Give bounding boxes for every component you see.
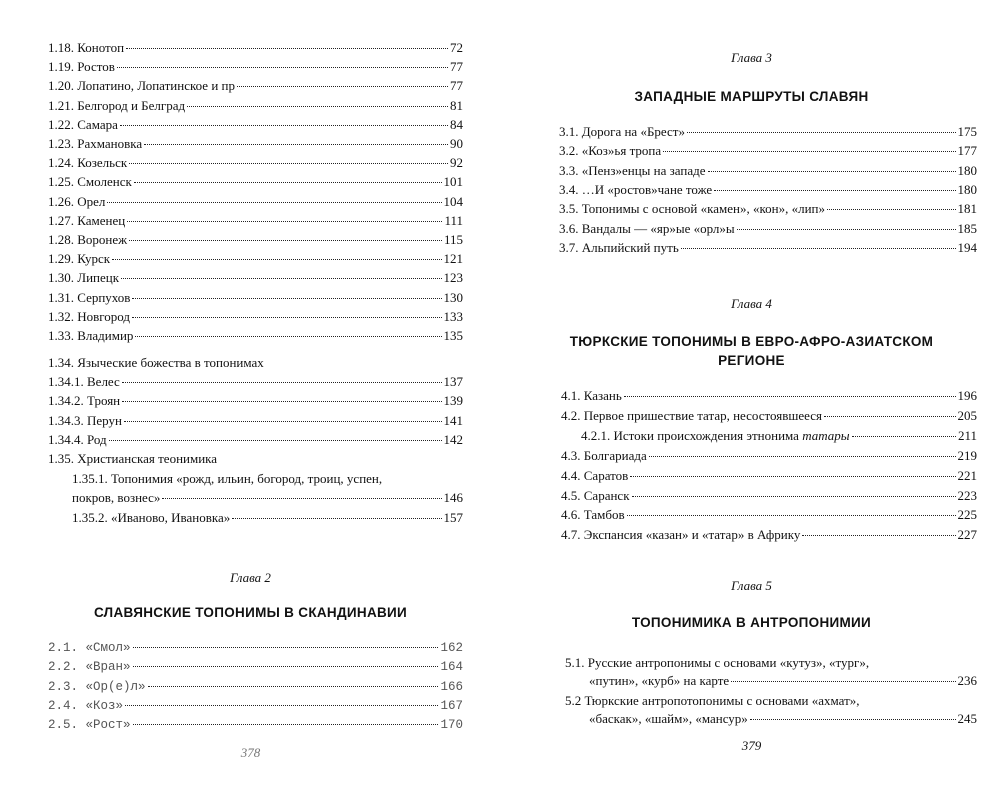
- toc-entry-number: 1.34.2.: [48, 393, 84, 409]
- toc-entry: [559, 221, 977, 237]
- toc-entry-text: Владимир: [77, 328, 134, 343]
- toc-entry-page: 223: [957, 487, 977, 503]
- dot-leader: [132, 298, 441, 299]
- dot-leader: [714, 190, 955, 191]
- dot-leader: [687, 132, 956, 133]
- toc-entry-number: 1.32.: [48, 308, 74, 324]
- toc-entry-title: [561, 507, 625, 523]
- toc-entry-text: Серпухов: [77, 289, 131, 305]
- toc-entry-title: «путин», «курб» на карте: [589, 673, 730, 688]
- dot-leader: [126, 48, 448, 49]
- toc-entry: [559, 143, 977, 159]
- toc-entry-title: [48, 117, 118, 133]
- toc-entry-text: «Коз»ья тропа: [581, 143, 662, 159]
- toc-entry-title: 1.35.2. «Иваново, Ивановка»: [72, 510, 231, 525]
- toc-entry-title: [561, 488, 630, 504]
- toc-entry-page: 157: [443, 510, 463, 525]
- toc-entry: [48, 290, 463, 306]
- dot-leader: [125, 705, 438, 706]
- toc-entry-number: 1.29.: [48, 251, 74, 267]
- toc-entry-5-2: [589, 711, 977, 727]
- toc-entry-number: 1.33.: [48, 328, 74, 343]
- dot-leader: [117, 67, 448, 68]
- toc-entry-page: 185: [957, 220, 977, 236]
- toc-entry-title: [48, 213, 125, 229]
- toc-entry: [48, 155, 463, 171]
- dot-leader: [107, 202, 441, 203]
- toc-entry-title: [561, 388, 622, 404]
- toc-entry-title: [559, 221, 735, 237]
- toc-entry-text: «Пенз»енцы на западе: [581, 162, 706, 178]
- toc-entry-title: [48, 328, 133, 344]
- dot-leader: [133, 647, 439, 648]
- toc-entry-text: Новгород: [77, 308, 131, 324]
- chapter-2-label: Глава 2: [230, 570, 271, 585]
- toc-entry-page: 221: [957, 467, 977, 483]
- toc-entry: [48, 698, 463, 714]
- toc-entry-page: 111: [444, 212, 463, 228]
- toc-entry-number: 1.34.1.: [48, 374, 84, 389]
- toc-entry-title: [48, 393, 120, 409]
- toc-entry-title: [48, 432, 107, 448]
- toc-entry-page: 180: [957, 181, 977, 197]
- toc-entry-1-35: 1.35. Христианская теонимика: [48, 451, 218, 466]
- page-number-left: 378: [240, 745, 261, 760]
- toc-entry-page: 115: [443, 232, 463, 247]
- toc-entry: [559, 124, 977, 140]
- toc-entry-title: [559, 124, 685, 140]
- toc-entry-page: 166: [440, 679, 463, 694]
- toc-entry-text: Орел: [77, 193, 106, 209]
- dot-leader: [237, 86, 448, 87]
- toc-entry: [48, 717, 463, 733]
- toc-entry-title: [581, 428, 850, 444]
- dot-leader: [187, 106, 448, 107]
- dot-leader: [627, 515, 956, 516]
- toc-entry: [48, 251, 463, 267]
- toc-entry-text: Лопатино, Лопатинское и пр: [77, 78, 235, 94]
- toc-entry-page: 164: [440, 660, 463, 675]
- toc-entry-page: 175: [957, 124, 977, 139]
- toc-entry-title: [48, 270, 119, 286]
- toc-entry-number: 3.4.: [559, 181, 579, 197]
- toc-entry: [48, 393, 463, 409]
- toc-entry-text: Смоленск: [77, 174, 132, 190]
- toc-entry-number: 4.1.: [561, 388, 581, 403]
- toc-entry-title: [48, 640, 131, 656]
- toc-entry-text: «Ор(е)л»: [85, 679, 146, 694]
- toc-entry-page: 196: [957, 388, 977, 403]
- dot-leader: [802, 535, 955, 536]
- toc-entry-title: [48, 40, 124, 56]
- toc-entry: [559, 163, 977, 179]
- toc-entry-page: 219: [957, 448, 977, 463]
- toc-entry-page: 162: [440, 641, 463, 655]
- toc-entry-5-1-line1: 5.1. Русские антропонимы с основами «кутуз», «тург»,: [565, 655, 870, 670]
- page-number-right: 379: [741, 738, 762, 753]
- toc-entry-page: 181: [957, 201, 977, 217]
- toc-entry-page: 167: [440, 698, 463, 713]
- toc-entry-number: 1.31.: [48, 289, 74, 305]
- toc-entry-page: 141: [443, 412, 463, 428]
- dot-leader: [624, 396, 956, 397]
- right-page: [501, 0, 1002, 800]
- dot-leader: [162, 498, 441, 499]
- toc-entry: [48, 59, 463, 75]
- dot-leader: [737, 229, 956, 230]
- toc-entry-page: 77: [450, 59, 463, 75]
- toc-entry: [48, 309, 463, 325]
- toc-entry-text: Первое пришествие татар, несостоявшееся: [583, 408, 823, 423]
- toc-entry-text: Липецк: [77, 270, 120, 286]
- dot-leader: [129, 240, 442, 241]
- chapter-3-title: ЗАПАДНЫЕ МАРШРУТЫ СЛАВЯН: [634, 89, 869, 104]
- toc-entry-number: 1.34.3.: [48, 412, 84, 428]
- toc-entry-page: 92: [450, 155, 463, 171]
- toc-entry-page: 135: [443, 328, 463, 343]
- toc-entry-text: Конотоп: [77, 40, 125, 55]
- toc-entry-title: [48, 155, 127, 171]
- toc-entry-text: Белгород и Белград: [77, 97, 186, 113]
- toc-entry-number: 2.5.: [48, 718, 79, 733]
- chapter-4-title-line1: ТЮРКСКИЕ ТОПОНИМЫ В ЕВРО-АФРО-АЗИАТСКОМ: [569, 334, 934, 349]
- toc-entry: [561, 468, 977, 484]
- toc-entry-1-34: 1.34. Языческие божества в топонимах: [48, 355, 264, 370]
- toc-entry-text: Каменец: [77, 212, 126, 228]
- toc-entry-page: 101: [443, 174, 463, 190]
- chapter-5-title: ТОПОНИМИКА В АНТРОПОНИМИИ: [631, 615, 872, 630]
- toc-entry-page: 170: [440, 718, 463, 733]
- toc-entry-4-2-1: [581, 428, 977, 444]
- toc-entry-page: 137: [443, 374, 463, 389]
- toc-entry-page: 104: [443, 193, 463, 209]
- toc-entry-text: Ростов: [77, 59, 115, 75]
- toc-entry-title: [48, 98, 185, 114]
- toc-entry-number: 2.1.: [48, 641, 79, 655]
- toc-entry: [48, 213, 463, 229]
- toc-entry-1-35-1-line1: 1.35.1. Топонимия «рожд, ильин, богород, троиц, успен,: [72, 471, 383, 486]
- dot-leader: [649, 456, 956, 457]
- toc-entry-text: Троян: [87, 393, 121, 409]
- toc-entry-text: Казань: [583, 388, 622, 403]
- toc-entry-text: Дорога на «Брест»: [581, 124, 685, 139]
- dot-leader: [824, 416, 955, 417]
- toc-entry-page: 142: [443, 431, 463, 447]
- toc-entry-page: 90: [450, 136, 463, 151]
- toc-entry-title: [48, 309, 130, 325]
- toc-entry: [48, 136, 463, 152]
- toc-entry-text: Велес: [87, 374, 120, 389]
- toc-entry-text: «Коз»: [85, 698, 124, 713]
- toc-entry-number: 1.20.: [48, 78, 74, 94]
- dot-leader: [129, 163, 448, 164]
- dot-leader: [121, 278, 441, 279]
- toc-entry-number: 1.18.: [48, 40, 74, 55]
- toc-entry-text: Род: [87, 431, 107, 447]
- toc-entry-number: 1.30.: [48, 270, 74, 286]
- toc-entry-title: [561, 527, 800, 543]
- toc-entry-5-2-line1: 5.2 Тюркские антропотопонимы с основами «ахмат»,: [565, 693, 860, 708]
- dot-leader: [112, 259, 441, 260]
- toc-entry-text: Саратов: [583, 467, 629, 483]
- toc-entry-title: [48, 290, 130, 306]
- dot-leader: [750, 719, 956, 720]
- toc-entry-page: 133: [443, 308, 463, 324]
- toc-entry-title: [48, 78, 235, 94]
- dot-leader: [663, 151, 955, 152]
- toc-entry-number: 1.22.: [48, 116, 74, 132]
- toc-entry-number: 2.4.: [48, 698, 79, 713]
- toc-entry-page: 72: [450, 40, 463, 55]
- toc-entry-page: 123: [443, 270, 463, 286]
- toc-entry: [561, 448, 977, 464]
- toc-entry: [48, 117, 463, 133]
- toc-entry: [48, 194, 463, 210]
- toc-entry-text: Перун: [87, 412, 122, 428]
- toc-entry-number: 1.34.4.: [48, 431, 84, 447]
- toc-entry-title: [48, 659, 131, 675]
- toc-entry-title: [559, 143, 661, 159]
- toc-entry-page: 81: [450, 97, 463, 113]
- chapter-4-title: [501, 332, 1002, 370]
- dot-leader: [135, 336, 441, 337]
- toc-entry-text: Болгариада: [583, 448, 647, 463]
- toc-entry-text: Топонимы с основой «камен», «кон», «лип»: [581, 201, 825, 217]
- toc-entry-page: 139: [443, 393, 463, 409]
- dot-leader: [852, 436, 956, 437]
- chapter-5-label: Глава 5: [731, 578, 772, 593]
- dot-leader: [827, 209, 956, 210]
- toc-entry-number: 3.2.: [559, 143, 579, 159]
- chapter-3-label: Глава 3: [731, 50, 772, 65]
- toc-entry-title: [48, 698, 123, 714]
- toc-entry-title: «баскак», «шайм», «мансур»: [589, 711, 748, 726]
- toc-entry-text: Козельск: [77, 155, 128, 171]
- toc-entry-number: 4.3.: [561, 448, 581, 463]
- toc-entry-number: 1.27.: [48, 212, 74, 228]
- dot-leader: [122, 382, 442, 383]
- toc-entry: [559, 201, 977, 217]
- toc-entry-title: [48, 174, 132, 190]
- toc-entry-text: Экспансия «казан» и «татар» в Африку: [583, 527, 801, 543]
- toc-entry-number: 3.3.: [559, 162, 579, 178]
- toc-entry-text: …И «ростов»чане тоже: [581, 181, 713, 197]
- toc-entry-title: [48, 717, 131, 733]
- toc-entry-number: 1.21.: [48, 97, 74, 113]
- dot-leader: [708, 171, 956, 172]
- dot-leader: [630, 476, 955, 477]
- toc-entry-number: 3.1.: [559, 124, 579, 139]
- toc-entry-number: 3.5.: [559, 201, 579, 217]
- dot-leader: [731, 681, 955, 682]
- toc-entry: [48, 413, 463, 429]
- toc-entry-text: «Рост»: [85, 718, 131, 733]
- dot-leader: [132, 317, 441, 318]
- toc-entry-number: 1.24.: [48, 155, 74, 171]
- dot-leader: [148, 686, 439, 687]
- toc-entry-title: покров, вознес»: [72, 490, 161, 505]
- toc-entry-number: 1.28.: [48, 232, 74, 247]
- toc-entry: [48, 174, 463, 190]
- toc-entry-number: 4.6.: [561, 507, 581, 523]
- chapter-2-title: СЛАВЯНСКИЕ ТОПОНИМЫ В СКАНДИНАВИИ: [93, 605, 408, 620]
- toc-entry-text: Самара: [77, 116, 118, 132]
- toc-entry-5-1: [589, 673, 977, 689]
- toc-entry-title-italic: татары: [802, 428, 850, 443]
- toc-entry-number: 4.2.: [561, 408, 581, 423]
- toc-entry-title: [48, 59, 115, 75]
- toc-entry: [561, 507, 977, 523]
- toc-entry-number: 3.7.: [559, 239, 579, 255]
- toc-entry-text: Курск: [77, 251, 111, 267]
- toc-entry-text: Вандалы — «яр»ые «орл»ы: [581, 220, 735, 236]
- toc-entry: [48, 232, 463, 248]
- toc-entry: [561, 388, 977, 404]
- toc-entry: [48, 328, 463, 344]
- toc-entry-number: 4.5.: [561, 487, 581, 503]
- toc-entry-number: 2.3.: [48, 679, 79, 694]
- toc-entry-title: [561, 408, 822, 424]
- toc-entry-title-text: 4.2.1. Истоки происхождения этнонима: [581, 428, 799, 443]
- toc-entry-title: [559, 163, 706, 179]
- toc-entry-number: 1.25.: [48, 174, 74, 190]
- toc-entry-number: 1.23.: [48, 136, 74, 151]
- toc-entry-text: «Вран»: [85, 660, 131, 675]
- dot-leader: [134, 182, 442, 183]
- toc-entry-number: 4.4.: [561, 467, 581, 483]
- toc-entry-title: [559, 201, 825, 217]
- toc-entry-title: [48, 413, 122, 429]
- dot-leader: [109, 440, 442, 441]
- toc-entry-page: 205: [957, 408, 977, 423]
- dot-leader: [122, 401, 441, 402]
- toc-entry: [559, 182, 977, 198]
- toc-entry-title: [48, 374, 120, 390]
- toc-entry-page: 177: [957, 143, 977, 159]
- toc-entry-page: 77: [450, 78, 463, 94]
- toc-entry-title: [48, 679, 146, 695]
- toc-entry-title: [559, 240, 679, 256]
- toc-entry-title: [48, 194, 105, 210]
- toc-entry-text: Рахмановка: [77, 136, 143, 151]
- toc-entry: [559, 240, 977, 256]
- toc-entry: [48, 374, 463, 390]
- toc-entry: [48, 98, 463, 114]
- dot-leader: [133, 724, 439, 725]
- toc-entry-page: 225: [957, 507, 977, 523]
- toc-entry-page: 236: [957, 673, 977, 688]
- toc-entry-text: «Смол»: [85, 641, 131, 655]
- dot-leader: [120, 125, 448, 126]
- toc-entry-text: Тамбов: [583, 507, 625, 523]
- toc-entry-title: [561, 468, 628, 484]
- toc-entry-page: 130: [443, 289, 463, 305]
- toc-entry-page: 84: [450, 116, 463, 132]
- toc-entry-number: 3.6.: [559, 220, 579, 236]
- toc-entry-page: 227: [957, 527, 977, 543]
- toc-entry-number: 1.26.: [48, 193, 74, 209]
- dot-leader: [133, 666, 439, 667]
- toc-entry-page: 194: [957, 239, 977, 255]
- toc-entry-text: Альпийский путь: [581, 239, 679, 255]
- toc-entry-page: 146: [443, 490, 463, 505]
- toc-entry-title: [48, 232, 127, 248]
- toc-entry: [561, 408, 977, 424]
- toc-entry: [48, 659, 463, 675]
- toc-entry: [48, 432, 463, 448]
- chapter-4-label: Глава 4: [731, 296, 772, 311]
- toc-entry-1-35-2: [72, 510, 463, 526]
- toc-entry: [48, 679, 463, 695]
- chapter-4-title-line2: РЕГИОНЕ: [718, 353, 785, 368]
- toc-entry-number: 1.19.: [48, 59, 74, 75]
- toc-entry: [48, 640, 463, 656]
- dot-leader: [681, 248, 956, 249]
- toc-entry: [48, 270, 463, 286]
- toc-entry: [48, 40, 463, 56]
- toc-entry-page: 121: [443, 251, 463, 267]
- toc-entry-title: [48, 251, 110, 267]
- toc-entry-page: 180: [957, 162, 977, 178]
- toc-entry-text: Саранск: [583, 487, 630, 503]
- dot-leader: [632, 496, 956, 497]
- dot-leader: [127, 221, 442, 222]
- toc-entry-title: [559, 182, 712, 198]
- toc-entry-page: 211: [957, 428, 977, 443]
- toc-entry: [561, 527, 977, 543]
- toc-entry-number: 4.7.: [561, 527, 581, 543]
- dot-leader: [124, 421, 442, 422]
- toc-entry-page: 245: [957, 711, 977, 726]
- toc-entry-title: [48, 136, 142, 152]
- dot-leader: [232, 518, 441, 519]
- toc-entry-text: Воронеж: [77, 232, 128, 247]
- toc-entry: [48, 78, 463, 94]
- toc-entry-title: [561, 448, 647, 464]
- toc-entry-1-35-1: [72, 490, 463, 506]
- toc-entry: [561, 488, 977, 504]
- toc-entry-number: 2.2.: [48, 660, 79, 675]
- dot-leader: [144, 144, 448, 145]
